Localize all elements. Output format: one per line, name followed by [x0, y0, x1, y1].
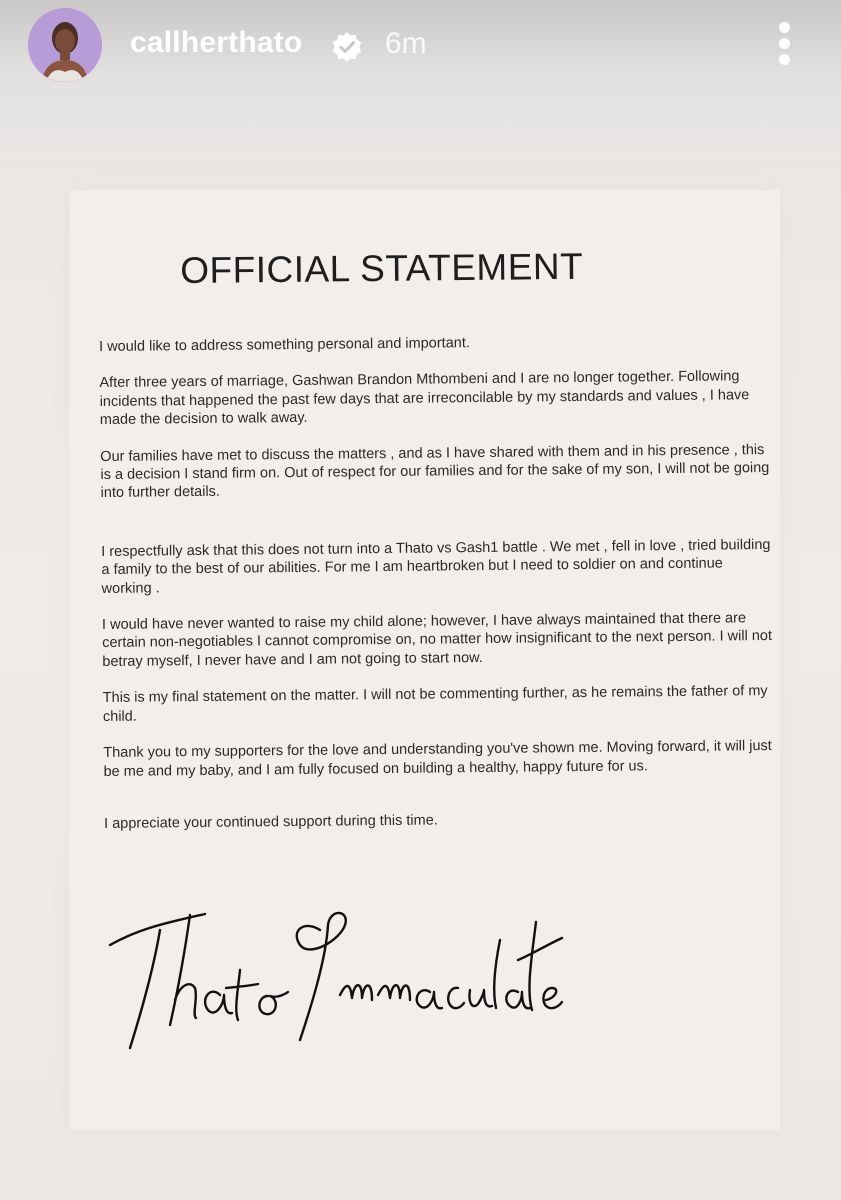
handwritten-signature: [100, 900, 570, 1060]
statement-paragraph: Our families have met to discuss the matters , and as I have shared with them and in his presence , this is a decision I stand firm on. Out of respect for our families and for the sake of my son, I will not be going into further details.: [100, 441, 770, 502]
more-dot: [779, 54, 790, 65]
statement-paragraph: This is my final statement on the matter. I will not be commenting further, as he remains the father of my child.: [102, 683, 768, 725]
profile-photo: [28, 8, 102, 82]
statement-paragraph: I would have never wanted to raise my child alone; however, I have always maintained that there are certain non-negotiables I cannot compromise on, no matter how insignificant to the next person. I will not betray myself, I never have and I am not going to start now.: [101, 610, 773, 670]
avatar[interactable]: [28, 8, 102, 82]
verified-badge-icon: [330, 30, 364, 64]
statement-title: OFFICIAL STATEMENT: [180, 245, 584, 291]
statement-body: [99, 331, 774, 851]
statement-paragraph: I would like to address something personal and important.: [99, 335, 470, 355]
more-options-button[interactable]: [770, 18, 800, 70]
username[interactable]: callherthato: [130, 26, 303, 59]
statement-paragraph: I appreciate your continued support during this time.: [104, 812, 438, 832]
statement-paragraph: I respectfully ask that this does not turn into a Thato vs Gash1 battle . We met , fell in love , tried building a family to the best of our abilities. For me I am heartbroken but I need to soldier on and continue working .: [101, 536, 771, 597]
statement-paragraph: After three years of marriage, Gashwan Brandon Mthombeni and I are no longer together. Following incidents that happened the past few days that are irreconcilable by my standards and values , I have made the decision to walk away.: [99, 368, 750, 429]
post-timestamp: 6m: [385, 27, 427, 60]
statement-paragraph: Thank you to my supporters for the love and understanding you've shown me. Moving forward, it will just be me and my baby, and I am fully focused on building a healthy, happy future for us.: [103, 738, 772, 780]
story-header: [0, 0, 841, 100]
more-vertical-icon: [779, 22, 790, 33]
more-dot: [779, 38, 790, 49]
